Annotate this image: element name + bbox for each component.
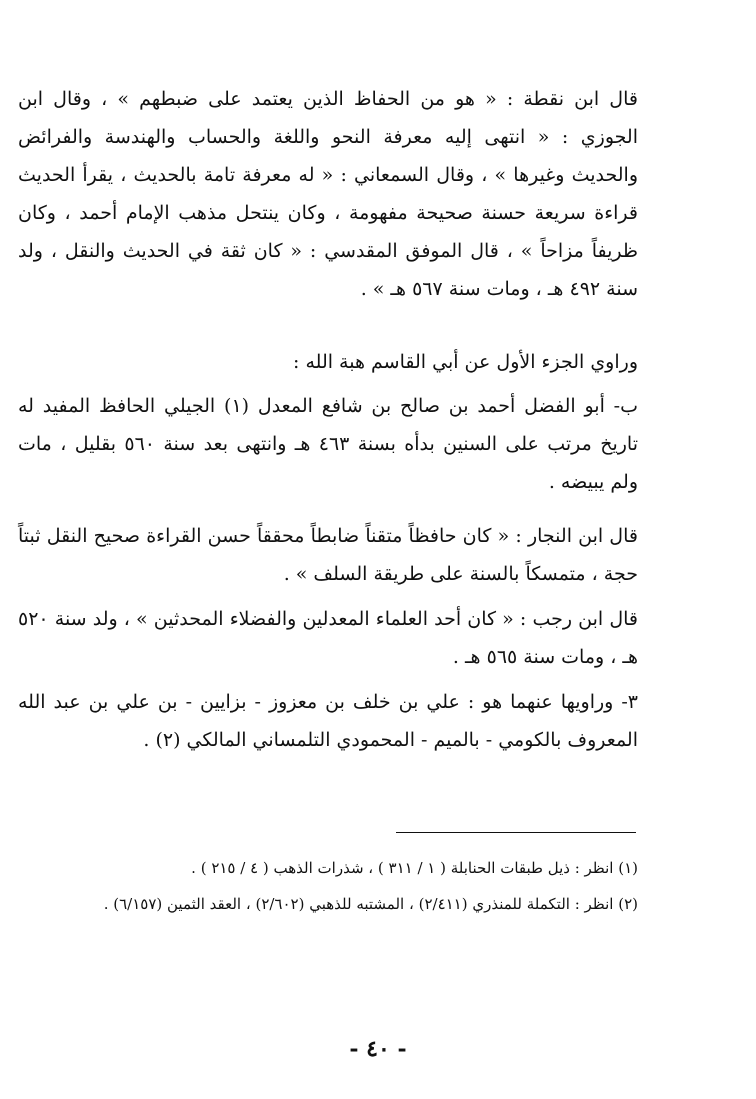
paragraph-narrator-intro: وراوي الجزء الأول عن أبي القاسم هبة الله :	[293, 351, 638, 373]
footnote-1: (١) انظر : ذيل طبقات الحنابلة ( ١ / ٣١١ ) ، شذرات الذهب ( ٤ / ٢١٥ ) .	[191, 859, 638, 877]
footnote-2: (٢) انظر : التكملة للمنذري (٢/٤١١) ، المشتبه للذهبي (٢/٦٠٢) ، العقد الثمين (٦/١٥٧) .	[103, 895, 638, 913]
paragraph-ibn-nuqta: قال ابن نقطة : « هو من الحفاظ الذين يعتمد على ضبطهم » ، وقال ابن الجوزي : « انتهى إليه معرفة النحو واللغة والحساب والهندسة والفرائض والحديث وغيرها » ، وقال السمعاني : « له معرفة تامة بالحديث ، يقرأ الحديث قراءة سريعة حسنة صحيحة مفهومة ، وكان ينتحل مذهب الإمام أحمد ، وكان ظريفاً مزاحاً » ، قال الموفق المقدسي : « كان ثقة في الحديث والنقل ، ولد سنة ٤٩٢ هـ ، ومات سنة ٥٦٧ هـ » .	[18, 88, 638, 300]
paragraph-third-narrator: ٣- وراويها عنهما هو : علي بن خلف بن معزوز - بزايين - بن علي بن عبد الله المعروف بالكومي - بالميم - المحمودي التلمساني المالكي (٢) .	[18, 691, 638, 751]
paragraph-ibn-rajab: قال ابن رجب : « كان أحد العلماء المعدلين والفضلاء المحدثين » ، ولد سنة ٥٢٠ هـ ، ومات سنة ٥٦٥ هـ .	[18, 608, 638, 668]
paragraph-abu-al-fadl: ب- أبو الفضل أحمد بن صالح بن شافع المعدل (١) الجيلي الحافظ المفيد له تاريخ مرتب على السنين بدأه بسنة ٤٦٣ هـ وانتهى بعد سنة ٥٦٠ بقليل ، مات ولم يبيضه .	[18, 395, 639, 493]
page-number: - ٤٠ -	[349, 1036, 407, 1062]
paragraph-ibn-al-najjar: قال ابن النجار : « كان حافظاً متقناً ضابطاً محققاً حسن القراءة صحيح النقل ثبتاً حجة ، متمسكاً بالسنة على طريقة السلف » .	[18, 525, 638, 585]
footnote-divider	[396, 832, 636, 833]
